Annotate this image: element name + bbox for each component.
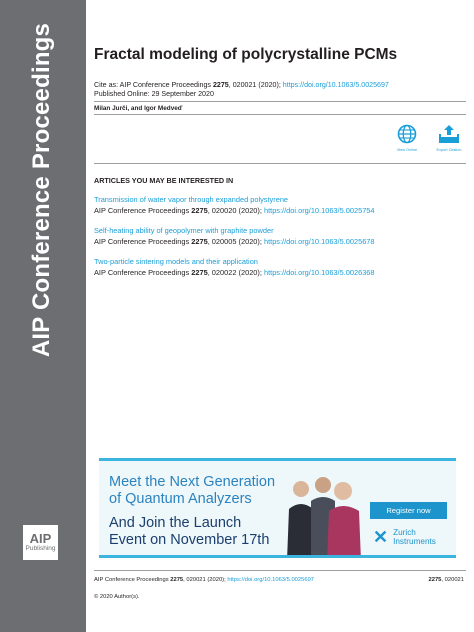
divider <box>94 101 466 102</box>
ad-headline-line-2: of Quantum Analyzers <box>109 491 252 507</box>
article-title: Fractal modeling of polycrystalline PCMs <box>94 46 398 63</box>
doi-link[interactable]: https://doi.org/10.1063/5.0025754 <box>263 206 375 215</box>
ad-headline-line-3: And Join the Launch <box>109 515 242 531</box>
doi-link[interactable]: https://doi.org/10.1063/5.0026368 <box>263 268 375 277</box>
related-article <box>94 257 375 278</box>
aip-publishing-logo[interactable] <box>23 525 58 560</box>
footer-page-number <box>429 577 464 583</box>
related-article <box>94 226 375 247</box>
view-online-label: View Online <box>396 148 418 152</box>
doi-link[interactable]: https://doi.org/10.1063/5.0025678 <box>263 237 375 246</box>
copyright-notice: © 2020 Author(s). <box>94 594 140 600</box>
cite-volume: 2275 <box>191 237 208 246</box>
cite-volume: 2275 <box>212 81 229 89</box>
divider <box>94 114 466 115</box>
zurich-mark-icon: ✕ <box>373 527 389 547</box>
cite-prefix: AIP Conference Proceedings <box>94 268 192 277</box>
cite-doi-link[interactable]: https://doi.org/10.1063/5.0025697 <box>282 81 389 89</box>
journal-banner <box>0 0 86 632</box>
footer-citation <box>94 577 314 583</box>
export-icon <box>438 124 460 144</box>
related-article <box>94 195 375 216</box>
view-online-button[interactable] <box>387 124 427 152</box>
related-articles-heading: ARTICLES YOU MAY BE INTERESTED IN <box>94 176 234 185</box>
cite-prefix: AIP Conference Proceedings <box>94 237 192 246</box>
footer-doi-link[interactable]: https://doi.org/10.1063/5.0025697 <box>227 577 315 583</box>
zurich-instruments-logo <box>373 528 436 546</box>
published-date: Published Online: 29 September 2020 <box>94 90 214 98</box>
cite-prefix: AIP Conference Proceedings <box>94 206 192 215</box>
cite-prefix: Cite as: AIP Conference Proceedings <box>94 81 213 89</box>
brand-line-1: Zurich <box>393 528 416 537</box>
cite-suffix: , 020021 (2020); <box>228 81 283 89</box>
cite-suffix: , 020020 (2020); <box>207 206 264 215</box>
cite-volume: 2275 <box>191 206 208 215</box>
ad-headline-line-4: Event on November 17th <box>109 532 270 548</box>
export-citation-label: Export Citation <box>436 148 462 152</box>
divider <box>94 570 466 571</box>
citation-line <box>94 81 389 90</box>
advertisement-banner[interactable] <box>99 458 456 558</box>
related-article-title[interactable]: Two-particle sintering models and their application <box>94 257 258 266</box>
related-article-title[interactable]: Self-heating ability of geopolymer with graphite powder <box>94 226 274 235</box>
related-article-citation <box>94 267 375 278</box>
related-article-title[interactable]: Transmission of water vapor through expanded polystyrene <box>94 195 289 204</box>
people-photo <box>281 469 383 558</box>
cite-volume: 2275 <box>191 268 208 277</box>
cite-suffix: , 020005 (2020); <box>207 237 264 246</box>
zurich-brand-text <box>393 528 436 546</box>
cite-suffix: , 020021 (2020); <box>183 577 228 583</box>
related-article-citation <box>94 205 375 216</box>
related-article-citation <box>94 236 375 247</box>
logo-aip-text: AIP <box>29 531 52 546</box>
cite-volume: 2275 <box>170 577 184 583</box>
globe-icon <box>397 124 417 144</box>
export-citation-button[interactable] <box>429 124 469 152</box>
logo-publishing-text: Publishing <box>25 545 56 552</box>
ad-headline-line-1: Meet the Next Generation <box>109 474 276 490</box>
cite-prefix: AIP Conference Proceedings <box>94 577 171 583</box>
cite-suffix: , 020022 (2020); <box>207 268 264 277</box>
divider <box>94 163 466 164</box>
page-volume: 2275 <box>428 577 442 583</box>
page-suffix: , 020021 <box>441 577 464 583</box>
brand-line-2: Instruments <box>393 537 436 546</box>
journal-name: AIP Conference Proceedings <box>28 22 55 358</box>
register-now-button[interactable]: Register now <box>370 502 447 519</box>
author-list: Milan Jurči, and Igor Medveď <box>94 105 183 112</box>
